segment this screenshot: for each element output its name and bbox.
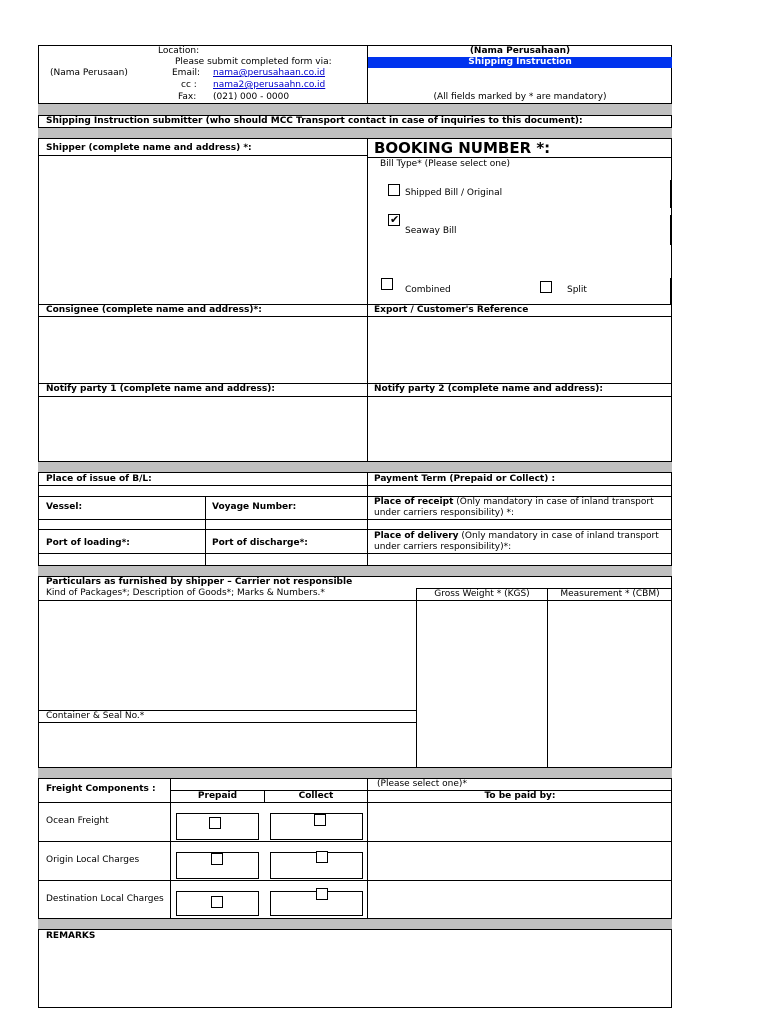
freight-row-label: Destination Local Charges xyxy=(46,894,164,904)
payment-term-field[interactable] xyxy=(369,486,670,495)
place-of-delivery-note-2: under carriers responsibility)*: xyxy=(374,542,512,552)
freight-row-label: Ocean Freight xyxy=(46,816,109,826)
select-one-note: (Please select one)* xyxy=(377,779,467,789)
remarks-label: REMARKS xyxy=(46,931,96,941)
notify-party-2-label: Notify party 2 (complete name and address): xyxy=(374,384,603,394)
voyage-number-label: Voyage Number: xyxy=(212,502,297,512)
bill-type-label: Bill Type* (Please select one) xyxy=(380,159,511,169)
vessel-field[interactable] xyxy=(40,520,203,528)
place-of-delivery-label xyxy=(374,531,659,542)
origin-charges-prepaid-checkbox[interactable] xyxy=(211,853,223,865)
fax-label: Fax: xyxy=(178,92,197,102)
destination-charges-collect-checkbox[interactable] xyxy=(316,888,328,900)
destination-charges-prepaid-checkbox[interactable] xyxy=(211,896,223,908)
email-link[interactable]: nama@perusahaan.co.id xyxy=(213,68,326,78)
place-of-receipt-note-2: under carriers responsibility) *: xyxy=(374,508,515,518)
container-seal-field[interactable] xyxy=(40,724,414,766)
combined-checkbox[interactable] xyxy=(381,278,393,290)
measurement-field[interactable] xyxy=(549,602,670,766)
form-title: Shipping Instruction xyxy=(368,57,672,68)
bill-type-right-rule xyxy=(670,215,672,245)
split-label: Split xyxy=(567,285,587,295)
ocean-freight-collect-checkbox[interactable] xyxy=(314,814,326,826)
mandatory-note: (All fields marked by * are mandatory) xyxy=(433,92,607,102)
notify-party-2-field[interactable] xyxy=(369,398,670,460)
port-of-loading-label: Port of loading*: xyxy=(46,538,130,548)
place-of-delivery-note: (Only mandatory in case of inland transport xyxy=(458,531,659,541)
goods-description-label: Kind of Packages*; Description of Goods*; Marks & Numbers.* xyxy=(46,588,325,598)
particulars-label: Particulars as furnished by shipper – Carrier not responsible xyxy=(46,577,353,587)
seaway-bill-label: Seaway Bill xyxy=(405,226,457,236)
column-divider xyxy=(367,139,368,461)
gross-weight-field[interactable] xyxy=(418,602,545,766)
place-of-delivery-field[interactable] xyxy=(369,554,670,564)
place-of-issue-field[interactable] xyxy=(40,486,365,495)
submitter-label: Shipping Instruction submitter (who should MCC Transport contact in case of inquiries to this document): xyxy=(46,116,583,126)
company-name-left: (Nama Perusaan) xyxy=(50,68,128,78)
notify-party-1-field[interactable] xyxy=(40,398,365,460)
separator-bar xyxy=(38,461,672,473)
split-checkbox[interactable] xyxy=(540,281,552,293)
payment-term-label: Payment Term (Prepaid or Collect) : xyxy=(374,474,556,484)
destination-charges-paid-by-field[interactable] xyxy=(369,882,670,917)
separator-bar xyxy=(38,103,672,116)
company-name-right: (Nama Perusahaan) xyxy=(469,46,571,56)
shipped-bill-label: Shipped Bill / Original xyxy=(405,188,503,198)
shipped-bill-checkbox[interactable] xyxy=(388,184,400,196)
separator-bar xyxy=(38,918,672,930)
export-reference-label: Export / Customer's Reference xyxy=(374,305,529,315)
paid-by-header: To be paid by: xyxy=(484,791,556,801)
notify-party-1-label: Notify party 1 (complete name and address): xyxy=(46,384,275,394)
field-underline xyxy=(38,155,367,156)
separator-bar xyxy=(38,565,672,577)
field-underline xyxy=(38,396,672,397)
ocean-freight-prepaid-checkbox[interactable] xyxy=(209,817,221,829)
port-of-discharge-label: Port of discharge*: xyxy=(212,538,308,548)
submit-text: Please submit completed form via: xyxy=(175,57,332,67)
email-label: Email: xyxy=(172,68,201,78)
place-of-receipt-note: (Only mandatory in case of inland transport xyxy=(453,497,654,507)
column-divider xyxy=(416,588,417,767)
place-of-receipt-field[interactable] xyxy=(369,520,670,528)
bill-type-right-rule xyxy=(670,180,672,208)
origin-charges-collect-checkbox[interactable] xyxy=(316,851,328,863)
collect-header: Collect xyxy=(298,791,334,801)
separator-bar xyxy=(38,767,672,779)
row-line xyxy=(38,880,672,881)
remarks-field[interactable] xyxy=(40,944,670,1006)
export-reference-field[interactable] xyxy=(369,318,670,382)
bill-type-right-rule xyxy=(670,278,672,304)
port-of-discharge-field[interactable] xyxy=(207,554,365,564)
field-underline xyxy=(38,600,672,601)
gross-weight-label: Gross Weight * (KGS) xyxy=(434,589,530,599)
cc-link[interactable]: nama2@perusaahn.co.id xyxy=(213,80,326,90)
fax-value: (021) 000 - 0000 xyxy=(213,92,290,102)
consignee-field[interactable] xyxy=(40,318,365,382)
field-underline xyxy=(38,316,672,317)
freight-row-label: Origin Local Charges xyxy=(46,855,140,865)
voyage-number-field[interactable] xyxy=(207,520,365,528)
row-line xyxy=(38,841,672,842)
port-of-loading-field[interactable] xyxy=(40,554,203,564)
origin-charges-paid-by-field[interactable] xyxy=(369,843,670,879)
vessel-label: Vessel: xyxy=(46,502,83,512)
measurement-label: Measurement * (CBM) xyxy=(560,589,660,599)
goods-description-field[interactable] xyxy=(40,602,414,708)
column-divider xyxy=(547,588,548,767)
cc-label: cc : xyxy=(181,80,197,90)
place-of-receipt-title: Place of receipt xyxy=(374,497,454,507)
combined-label: Combined xyxy=(405,285,451,295)
place-of-issue-label: Place of issue of B/L: xyxy=(46,474,152,484)
field-underline xyxy=(38,722,416,723)
shipper-field[interactable] xyxy=(40,157,365,302)
checkmark-icon: ✔ xyxy=(390,213,400,226)
location-label: Location: xyxy=(158,46,200,56)
field-underline xyxy=(368,157,672,158)
row-line xyxy=(38,529,672,530)
ocean-freight-paid-by-field[interactable] xyxy=(369,804,670,840)
prepaid-header: Prepaid xyxy=(197,791,238,801)
container-seal-label: Container & Seal No.* xyxy=(46,711,145,721)
place-of-delivery-title: Place of delivery xyxy=(374,531,459,541)
seaway-bill-checkbox[interactable] xyxy=(388,214,400,226)
consignee-label: Consignee (complete name and address)*: xyxy=(46,305,262,315)
shipper-label: Shipper (complete name and address) *: xyxy=(46,143,252,153)
separator-bar xyxy=(38,127,672,139)
row-line xyxy=(38,802,672,803)
place-of-receipt-label xyxy=(374,497,654,508)
freight-components-label: Freight Components : xyxy=(46,784,156,794)
booking-number-label: BOOKING NUMBER *: xyxy=(374,139,551,157)
vessel-voyage-divider xyxy=(205,496,206,565)
